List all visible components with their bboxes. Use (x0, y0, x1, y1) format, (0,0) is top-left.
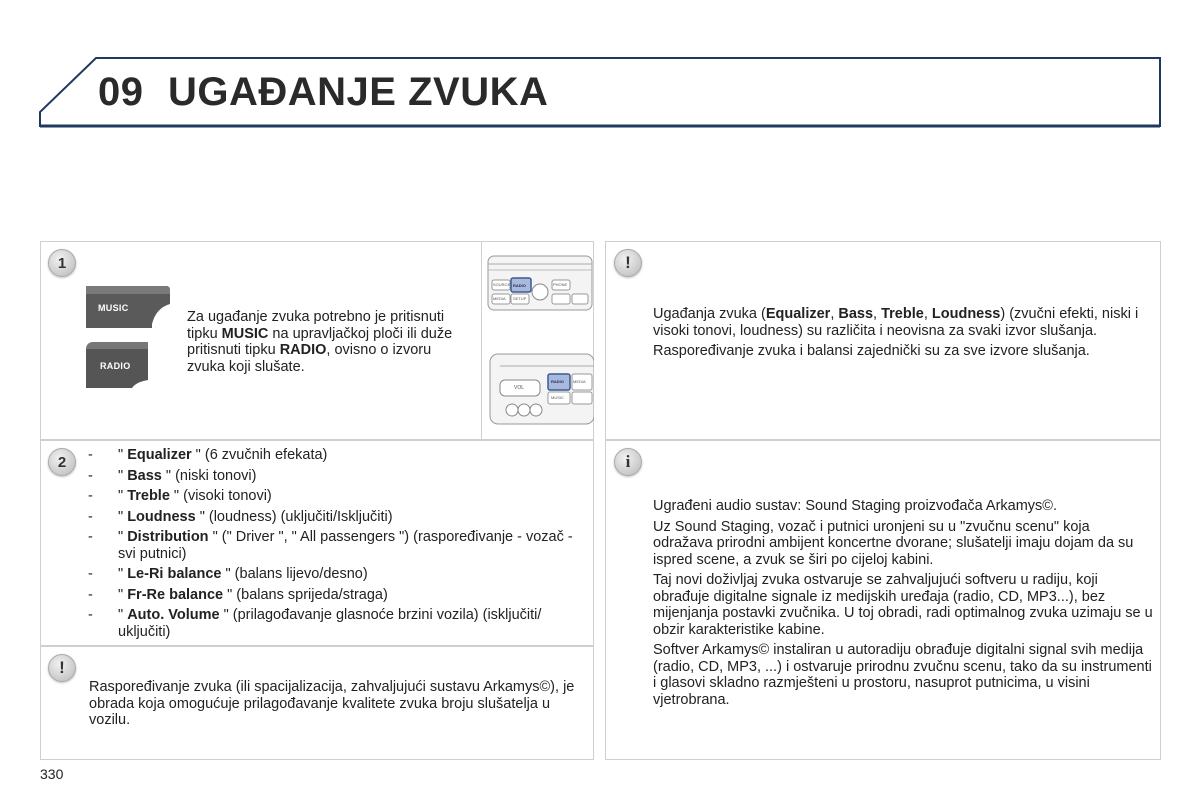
option-equalizer: - " Equalizer " (6 zvučnih efekata) (88, 447, 593, 464)
info-paragraph-2: Uz Sound Staging, vozač i putnici uronjeni su u "zvučnu scenu" koja odražava prirodni ambijent koncertne dvorane; slušatelji imaju dojam da su ispred scene, a zvuk se širi po cijeloj kabini. (653, 518, 1134, 568)
device-label-source: SOURCE (493, 282, 511, 287)
radio-key-label: RADIO (100, 361, 131, 371)
step1-text-music: MUSIC (221, 325, 269, 342)
option-fr-re-balance: - " Fr-Re balance " (balans sprijeda/straga) (88, 587, 593, 604)
device-label-phone: PHONE (553, 282, 568, 287)
step1-text (187, 309, 472, 375)
option-le-ri-balance: - " Le-Ri balance " (balans lijevo/desno) (88, 566, 593, 583)
radio-panel-drawing (482, 242, 594, 439)
device-label-media-top: MEDIA (493, 296, 506, 301)
warning-right-paragraph-1: Ugađanja zvuka (Equalizer, Bass, Treble, Loudness) (zvučni efekti, niski i visoki tonovi, loudness) su različita i neovisna za svaki izvor slušanja. (653, 306, 1139, 339)
page-number: 330 (40, 766, 64, 782)
step1-text-part3: , ovisno o izvoru zvuka koji slušate. (187, 342, 432, 375)
device-illustration (481, 242, 593, 439)
step1-text-part1: Za ugađanje zvuka potrebno je pritisnuti tipku (187, 309, 445, 342)
option-bass: - " Bass " (niski tonovi) (88, 468, 593, 485)
warning-icon: ! (614, 249, 642, 277)
radio-key-image (86, 342, 148, 388)
music-key-label: MUSIC (98, 303, 129, 313)
music-key-image (86, 284, 170, 328)
step2-badge: 2 (48, 448, 76, 476)
device-label-media-bottom: MEDIA (573, 379, 586, 384)
device-label-vol: VOL (514, 385, 525, 391)
info-right-text (653, 498, 1153, 712)
device-label-music: MUSIC (551, 395, 564, 400)
device-label-radio-bottom: RADIO (551, 379, 564, 384)
step1-badge: 1 (48, 249, 76, 277)
info-paragraph-4: Softver Arkamys© instaliran u autoradiju obrađuje digitalni signal svih medija (radio, CD, MP3, ...) i ostvaruje prirodnu zvučnu scenu, tako da su instrumenti i glasovi skladno razmješteni u prostoru, nasuprot putnicima, u visini vjetrobrana. (653, 642, 1152, 708)
option-distribution: - " Distribution " (" Driver ", " All passengers ") (raspoređivanje - vozač - svi putnici) (88, 529, 593, 562)
warning-icon: ! (48, 654, 76, 682)
option-auto-volume: - " Auto. Volume " (prilagođavanje glasnoće brzini vozila) (isključiti/ uključiti) (88, 607, 593, 640)
chapter-number: 09 (98, 70, 144, 114)
warning-left-text: Raspoređivanje zvuka (ili spacijalizacija, zahvaljujući sustavu Arkamys©), je obrada koja omogućuje prilagođavanje kvalitete zvuka broju slušatelja u vozilu. (89, 679, 575, 728)
info-paragraph-1: Ugrađeni audio sustav: Sound Staging proizvođača Arkamys©. (653, 498, 1058, 514)
info-icon: i (614, 448, 642, 476)
warning-right-text (653, 306, 1153, 364)
chapter-header (0, 0, 1200, 140)
step1-text-part2: na upravljačkoj ploči ili duže pritisnuti tipku (187, 325, 453, 358)
option-treble: - " Treble " (visoki tonovi) (88, 488, 593, 505)
page-title: UGAĐANJE ZVUKA (168, 70, 549, 114)
info-paragraph-3: Taj novi doživljaj zvuka ostvaruje se zahvaljujući softveru u radiju, koji obrađuje digitalne signale iz medijskih uređaja (radio, CD, MP3...), bez mijenjanja postavki zvučnika. U toj obradi, radi optimalnog zvuka uzimaju se u obzir karakteristike kabine. (653, 572, 1153, 638)
sound-options-list (88, 447, 593, 644)
device-label-setup: SETUP (513, 296, 527, 301)
device-label-radio-top: RADIO (513, 283, 526, 288)
option-loudness: - " Loudness " (loudness) (uključiti/Isključiti) (88, 509, 593, 526)
warning-right-paragraph-2: Raspoređivanje zvuka i balansi zajednički su za sve izvore slušanja. (653, 343, 1090, 359)
step1-text-radio: RADIO (279, 342, 327, 358)
